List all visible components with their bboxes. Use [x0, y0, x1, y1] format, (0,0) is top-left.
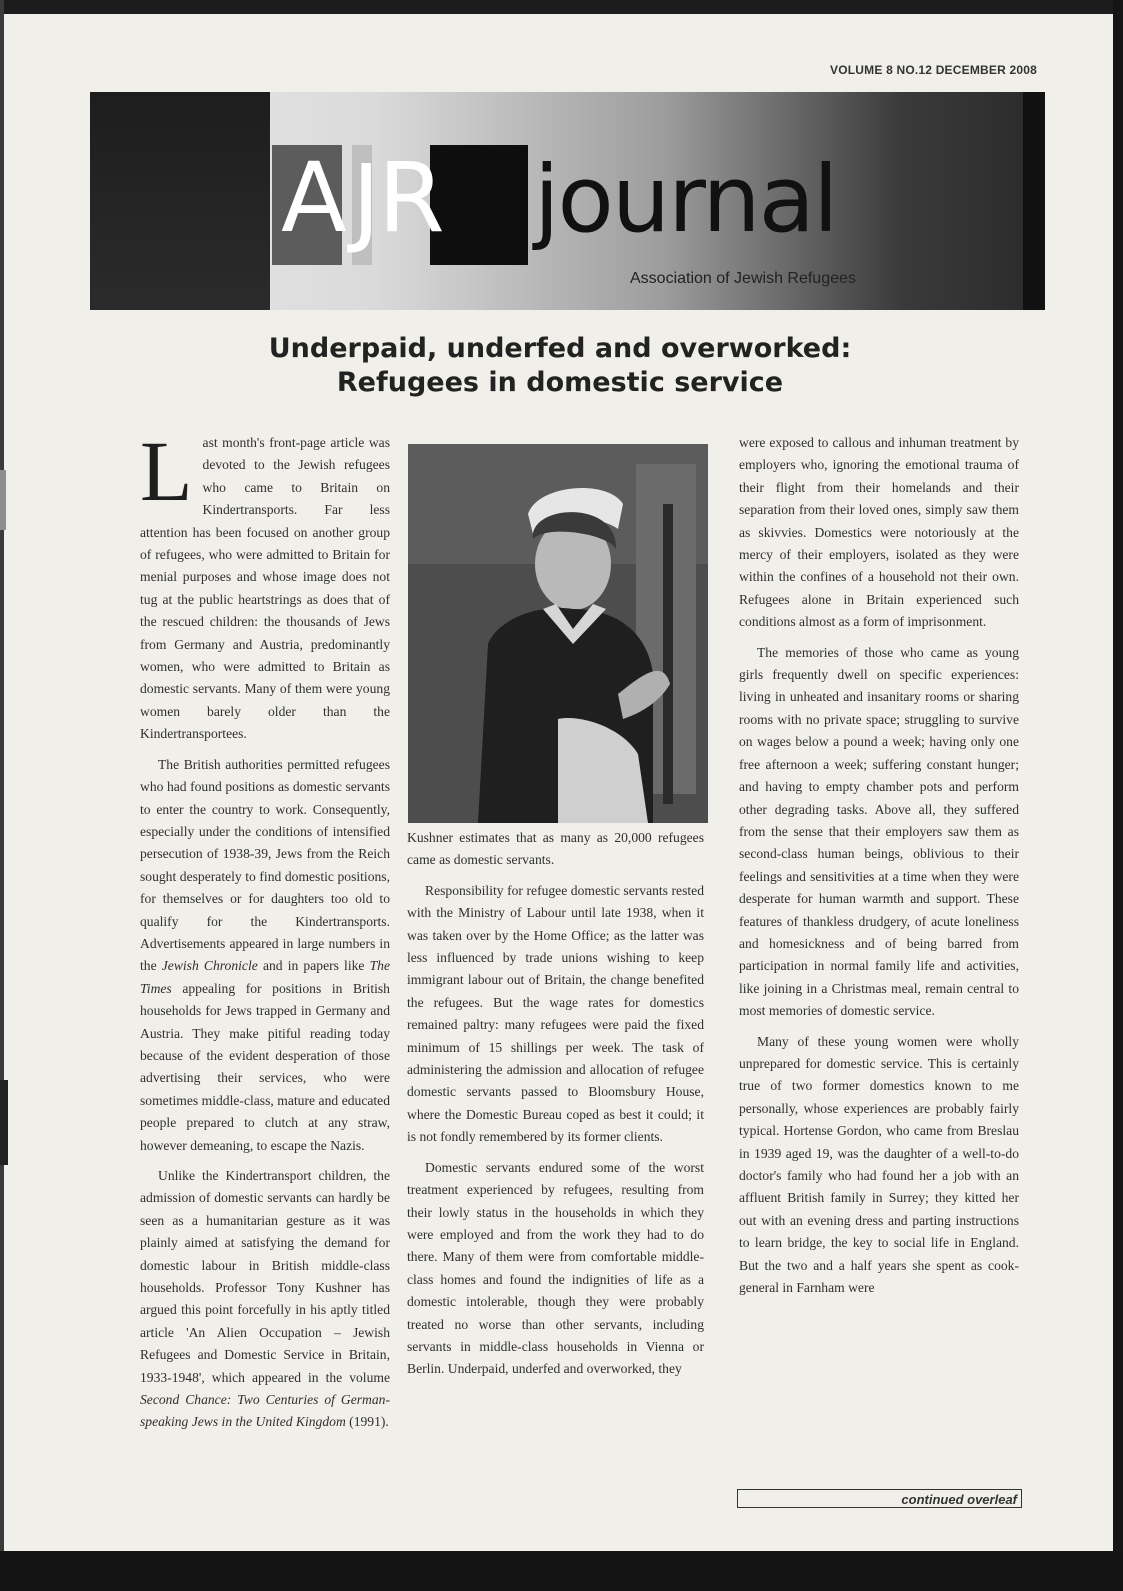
- logo-letter-j: J: [352, 144, 381, 256]
- paragraph-text: (1991).: [349, 1414, 389, 1430]
- issue-line: VOLUME 8 NO.12 DECEMBER 2008: [830, 63, 1037, 77]
- paragraph: [140, 423, 390, 746]
- paragraph: The memories of those who came as young girls frequently dwell on specific experiences: living in unheated and insanitary rooms or sharing rooms with no private space; struggling to survive on wages below a pound a week; having only one free afternoon a week; suffering constant hunger; and having to empty chamber pots and perform other degrading tasks. Above all, they suffered from the sense that their employers saw them as second-class human beings, oblivious to their feelings and sensitivities at a time when they were desperate for human warmth and support. These features of thankless drudgery, of acute loneliness and homesickness and of being barred from participation in normal family life and activities, like joining in a Christmas meal, remain central to most memories of domestic service.: [739, 644, 1019, 1019]
- paragraph: [140, 1165, 390, 1434]
- headline-line-1: Underpaid, underfed and overworked:: [268, 333, 852, 364]
- photo-illustration: [408, 444, 708, 823]
- paragraph: were exposed to callous and inhuman treatment by employers who, ignoring the emotional trauma of their flight from their homelands and their separation from their loved ones, simply saw them as skivvies. Domestics were notoriously at the mercy of their employers, isolated as they were within the confines of a household not their own. Refugees alone in Britain experienced such conditions almost as a form of imprisonment.: [739, 435, 1019, 630]
- article-column-3: [739, 432, 1019, 1307]
- masthead-dark-panel: [90, 92, 270, 310]
- masthead: [90, 92, 1045, 310]
- paragraph: Many of these young women were wholly unprepared for domestic service. This is certainly true of two former domestics known to me personally, whose experiences are probably fairly typical. Hortense Gordon, who came from Breslau in 1939 aged 19, was the daughter of a well-to-do doctor's family who had found her a job with an affluent British family in Surrey; they kitted her out with an evening dress and parting instructions to learn bridge, the key to social life in England. But the two and a half years she spent as cook-general in Farnham were: [739, 1033, 1019, 1296]
- scan-edge-left: [0, 0, 4, 1591]
- photo-domestic-servant: [408, 444, 708, 823]
- paragraph-text: appealing for positions in British households for Jews trapped in Germany and Austria. They make pitiful reading today because of the evident desperation of those advertising their services, who were sometimes middle-class, mature and educated people prepared to clutch at any straw, however demeaning, to escape the Nazis.: [140, 980, 390, 1153]
- paragraph-text: Unlike the Kindertransport children, the admission of domestic servants can hardly be seen as a humanitarian gesture as it was plainly aimed at satisfying the demand for domestic labour in British middle-class households. Professor Tony Kushner has argued this point forcefully in his aptly titled article 'An Alien Occupation – Jewish Refugees and Domestic Service in Britain, 1933-1948', which appeared in the volume: [140, 1168, 390, 1385]
- logo-wordmark: journal: [534, 146, 837, 253]
- paragraph: Domestic servants endured some of the worst treatment experienced by refugees, resulting from their lowly status in the households in which they were employed and from the work they had to do there. Many of them were from comfortable middle-class homes and found the indignities of life as a domestic intolerable, though they were probably treated no worse than other servants, including servants in middle-class households in Vienna or Berlin. Underpaid, underfed and overworked, they: [407, 1159, 704, 1377]
- paragraph-text: ast month's front-page article was devoted to the Jewish refugees who came to Britain on Kindertransports. Far less attention has been focused on another group of refugees, who were admitted to Britain for menial purposes and whose image does not tug at the public heartstrings as does that of the rescued children: the thousands of Jews from Germany and Austria, predominantly women, who were admitted to Britain as domestic servants. Many of them were young women barely older than the Kindertransportees.: [140, 435, 390, 742]
- scan-edge-bottom: [0, 1551, 1123, 1591]
- paragraph-text: and in papers like: [262, 958, 365, 974]
- publication-title: Jewish Chronicle: [161, 958, 258, 974]
- logo-letter-r: R: [378, 142, 445, 254]
- headline: [120, 332, 1000, 400]
- continued-overleaf-label: continued overleaf: [737, 1489, 1022, 1508]
- logo-subtitle: Association of Jewish Refugees: [630, 270, 856, 287]
- logo-letter-a: A: [281, 142, 347, 254]
- scan-edge-right: [1113, 0, 1123, 1591]
- scan-mark: [0, 1080, 8, 1165]
- scan-mark: [0, 470, 6, 530]
- article-column-1: [140, 423, 390, 1442]
- book-title: Second Chance: Two Centuries of German-speaking Jews in the United Kingdom: [140, 1392, 390, 1430]
- drop-cap: L: [140, 423, 193, 519]
- masthead-edge: [1023, 92, 1045, 310]
- paragraph: Kushner estimates that as many as 20,000 refugees came as domestic servants.: [407, 830, 704, 868]
- paragraph: Responsibility for refugee domestic servants rested with the Ministry of Labour until late 1938, when it was taken over by the Home Office; as the latter was less influenced by trade unions wishing to keep immigrant labour out of Britain, the change benefited the refugees. But the wage rates for domestics remained paltry: many refugees were paid the fixed minimum of 15 shillings per week. The task of administering the admission and allocation of refugee domestic servants passed to Bloomsbury House, where the Domestic Bureau coped as best it could; it is not fondly remembered by its former clients.: [407, 882, 704, 1145]
- headline-line-2: Refugees in domestic service: [336, 367, 784, 398]
- publication-title: The Times: [140, 958, 390, 996]
- scan-edge-top: [0, 0, 1123, 14]
- article-column-2: [407, 827, 704, 1389]
- paragraph-text: The British authorities permitted refugees who had found positions as domestic servants to enter the country to work. Consequently, especially under the conditions of intensified persecution of 1938-39, Jews from the Reich sought desperately to find domestic positions, for themselves or for daughters too old to qualify for the Kindertransports. Advertisements appeared in large numbers in the: [140, 756, 390, 974]
- paragraph: [140, 754, 390, 1157]
